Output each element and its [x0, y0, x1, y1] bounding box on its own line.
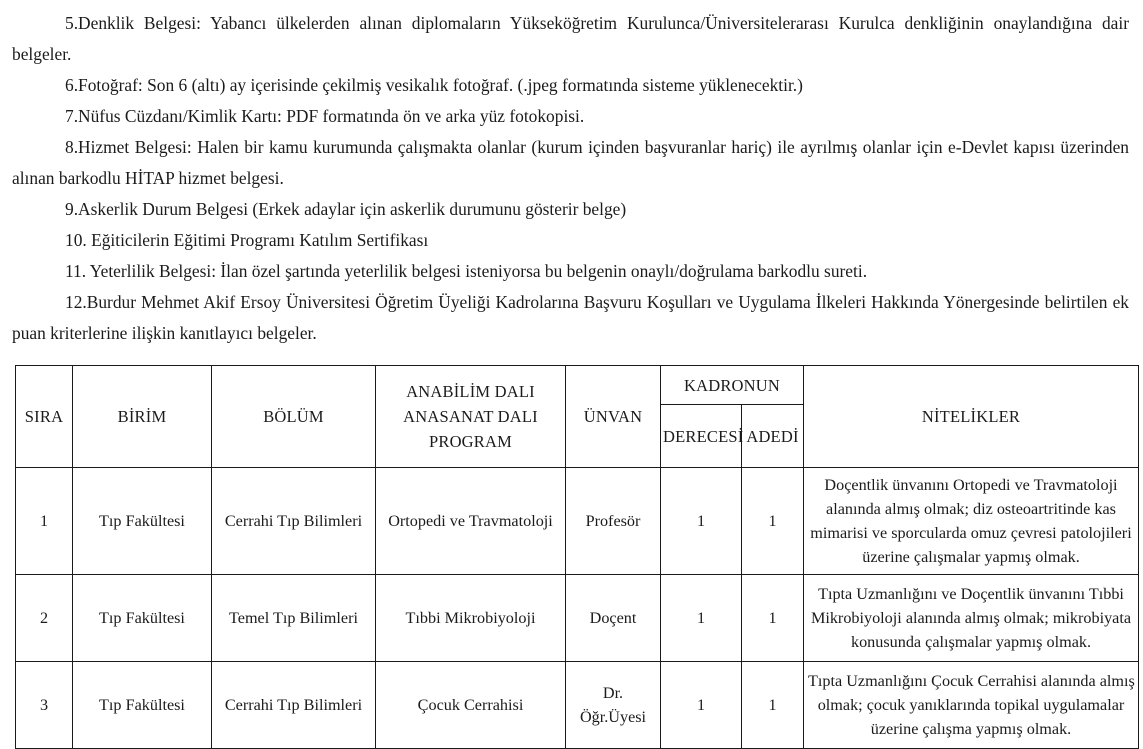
cell-unvan	[566, 468, 661, 575]
nitelik-line: olmak; çocuk yanıklarında topikal uygulamalar	[817, 696, 1125, 714]
cell-birim: Tıp Fakültesi	[73, 662, 212, 749]
cell-nitelikler	[804, 468, 1139, 575]
table-row	[16, 468, 1139, 575]
header-bolum: BÖLÜM	[212, 366, 376, 468]
cell-birim: Tıp Fakültesi	[73, 468, 212, 575]
table-header-row-top	[16, 366, 1139, 405]
header-anabilim-line-3: PROGRAM	[428, 432, 512, 451]
paragraph-item-11: 11. Yeterlilik Belgesi: İlan özel şartında yeterlilik belgesi isteniyorsa bu belgenin onaylı/doğrulama barkodlu sureti.	[65, 261, 868, 281]
cell-anabilim: Çocuk Cerrahisi	[376, 662, 566, 749]
header-anabilim-line-2: ANASANAT DALI	[403, 407, 538, 426]
paragraph-item-6: 6.Fotoğraf: Son 6 (altı) ay içerisinde çekilmiş vesikalık fotoğraf. (.jpeg formatında sisteme yüklenecektir.)	[65, 75, 803, 95]
header-nitelikler: NİTELİKLER	[804, 366, 1139, 468]
paragraph-item-5: 5.Denklik Belgesi: Yabancı ülkelerden alınan diplomaların Yükseköğretim Kurulunca/Üniversitelerarası Kurulca denkliğinin onaylandığına dair belgeler.	[12, 13, 1129, 64]
kadro-table	[15, 365, 1139, 749]
cell-bolum: Cerrahi Tıp Bilimleri	[212, 662, 376, 749]
cell-unvan-line-1: Dr.	[602, 684, 624, 702]
cell-adedi: 1	[742, 662, 804, 749]
table-body	[16, 468, 1139, 749]
nitelik-line: üzerine çalışma yapmış olmak.	[870, 720, 1072, 738]
cell-sira: 1	[16, 468, 73, 575]
document-text-body	[12, 8, 1130, 349]
cell-unvan	[566, 662, 661, 749]
cell-birim: Tıp Fakültesi	[73, 575, 212, 662]
cell-bolum: Cerrahi Tıp Bilimleri	[212, 468, 376, 575]
nitelik-line: alanında almış olmak; diz osteoartritinde kas	[826, 500, 1116, 518]
paragraph-item-7: 7.Nüfus Cüzdanı/Kimlik Kartı: PDF formatında ön ve arka yüz fotokopisi.	[65, 106, 585, 126]
cell-nitelikler	[804, 575, 1139, 662]
paragraph-item-12: 12.Burdur Mehmet Akif Ersoy Üniversitesi Öğretim Üyeliği Kadrolarına Başvuru Koşulları ve Uygulama İlkeleri Hakkında Yönergesinde belirtilen ek puan kriterlerine ilişkin kanıtlayıcı belgeler.	[12, 292, 1129, 343]
cell-sira: 3	[16, 662, 73, 749]
kadro-table-container	[12, 365, 1135, 749]
header-anabilim-line-1: ANABİLİM DALI	[406, 382, 535, 401]
nitelik-line: konusunda çalışmalar yapmış olmak.	[850, 633, 1092, 651]
cell-derecesi: 1	[661, 575, 742, 662]
cell-anabilim: Ortopedi ve Travmatoloji	[376, 468, 566, 575]
cell-unvan	[566, 575, 661, 662]
header-sira: SIRA	[16, 366, 73, 468]
paragraph-item-9: 9.Askerlik Durum Belgesi (Erkek adaylar için askerlik durumunu gösterir belge)	[65, 199, 627, 219]
table-row	[16, 575, 1139, 662]
header-unvan: ÜNVAN	[566, 366, 661, 468]
cell-nitelikler	[804, 662, 1139, 749]
cell-unvan-line-2: Öğr.Üyesi	[579, 708, 647, 726]
header-derecesi: DERECESİ	[661, 405, 742, 468]
cell-anabilim: Tıbbi Mikrobiyoloji	[376, 575, 566, 662]
table-header	[16, 366, 1139, 468]
header-adedi: ADEDİ	[742, 405, 804, 468]
header-birim: BİRİM	[73, 366, 212, 468]
nitelik-line: Tıpta Uzmanlığını ve Doçentlik ünvanını Tıbbi	[818, 585, 1124, 603]
nitelik-line: Tıpta Uzmanlığını Çocuk Cerrahisi alanında almış	[808, 672, 1135, 690]
cell-unvan-line-1: Profesör	[585, 512, 641, 530]
header-anabilim-dali	[376, 366, 566, 468]
cell-derecesi: 1	[661, 662, 742, 749]
cell-bolum: Temel Tıp Bilimleri	[212, 575, 376, 662]
table-row	[16, 662, 1139, 749]
cell-sira: 2	[16, 575, 73, 662]
header-kadronun: KADRONUN	[661, 366, 804, 405]
paragraph-item-8: 8.Hizmet Belgesi: Halen bir kamu kurumunda çalışmakta olanlar (kurum içinden başvuranlar hariç) ile ayrılmış olanlar için e-Devlet kapısı üzerinden alınan barkodlu HİTAP hizmet belgesi.	[12, 137, 1129, 188]
nitelik-line: Mikrobiyoloji alanında almış olmak; mikrobiyata	[810, 609, 1132, 627]
cell-derecesi: 1	[661, 468, 742, 575]
cell-unvan-line-1: Doçent	[589, 609, 637, 627]
nitelik-line: Doçentlik ünvanını Ortopedi ve Travmatoloji	[824, 476, 1118, 494]
nitelik-line: üzerine çalışmalar yapmış olmak.	[862, 548, 1080, 566]
paragraph-item-10: 10. Eğiticilerin Eğitimi Programı Katılım Sertifikası	[65, 230, 429, 250]
cell-adedi: 1	[742, 575, 804, 662]
cell-adedi: 1	[742, 468, 804, 575]
nitelik-line: mimarisi ve sporcularda omuz çevresi patolojileri	[810, 524, 1132, 542]
